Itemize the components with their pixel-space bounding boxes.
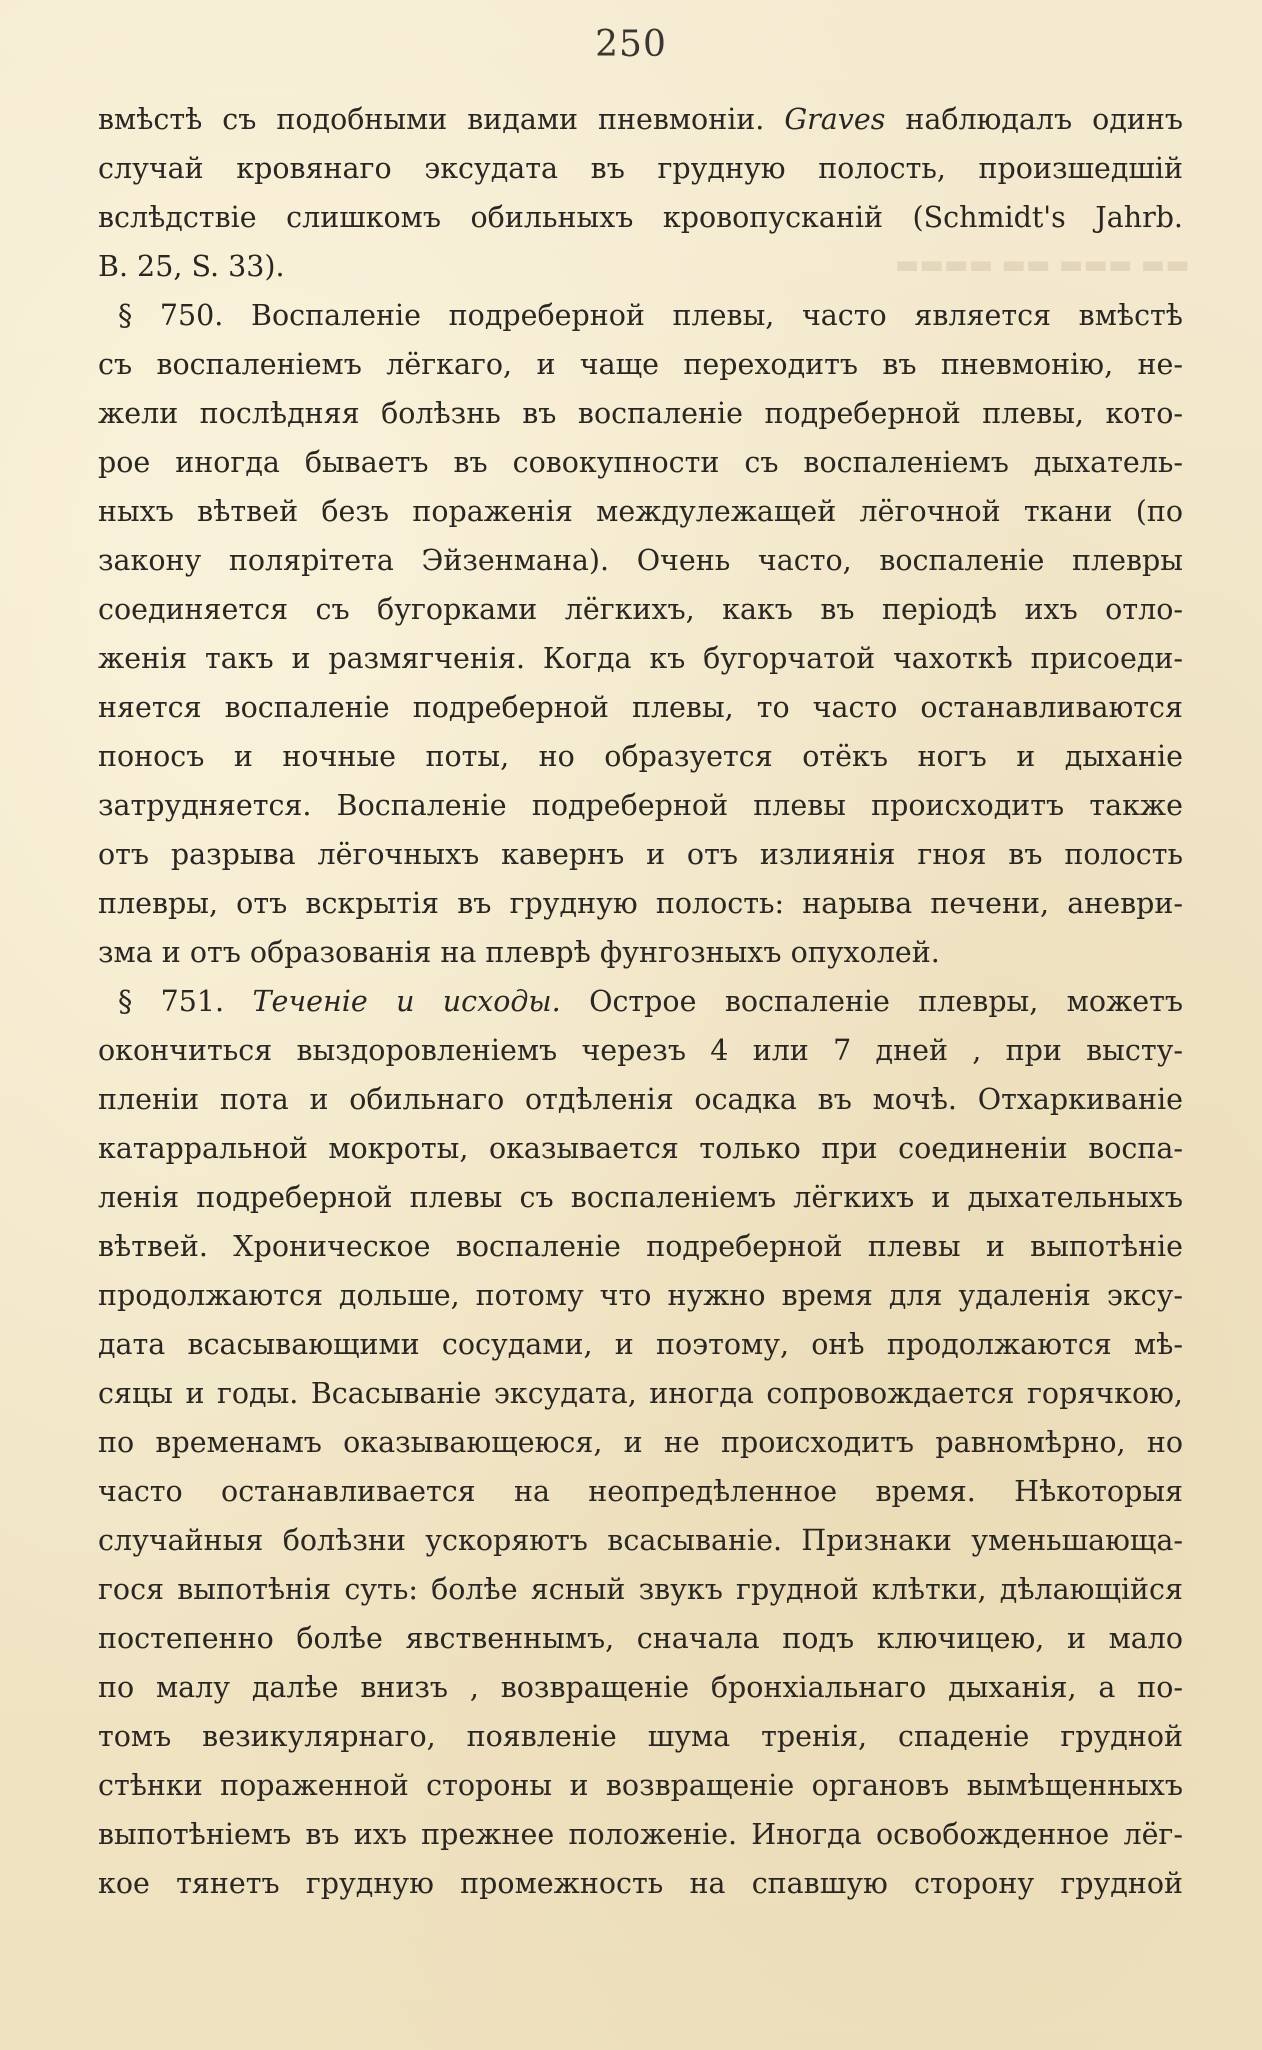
text-line: выпотѣніемъ въ ихъ прежнее положеніе. Иногда освобожденное лёг- xyxy=(98,1818,1183,1851)
text-line: по временамъ оказывающеюся, и не происходитъ равномѣрно, но xyxy=(98,1426,1183,1459)
text-line: продолжаются дольше, потому что нужно время для удаленія эксу- xyxy=(98,1279,1183,1312)
text-line: окончиться выздоровленіемъ черезъ 4 или 7 дней , при высту- xyxy=(98,1034,1183,1067)
text-line: поносъ и ночные поты, но образуется отёкъ ногъ и дыханіе xyxy=(98,740,1183,773)
text-line: затрудняется. Воспаленіе подреберной плевы происходитъ также xyxy=(98,789,1183,822)
text-line: § 751. Теченіе и исходы. Острое воспаленіе плевры, можетъ xyxy=(118,985,1183,1018)
text-line: часто останавливается на неопредѣленное время. Нѣкоторыя xyxy=(98,1475,1183,1508)
text-line: томъ везикулярнаго, появленіе шума тренія, спаденіе грудной xyxy=(98,1720,1183,1753)
text-line: вѣтвей. Хроническое воспаленіе подреберной плевы и выпотѣніе xyxy=(98,1230,1183,1263)
text-line: ныхъ вѣтвей безъ пораженія междулежащей лёгочной ткани (по xyxy=(98,495,1183,528)
text-line: гося выпотѣнія суть: болѣе ясный звукъ грудной клѣтки, дѣлающійся xyxy=(98,1573,1183,1606)
text-line: стѣнки пораженной стороны и возвращеніе органовъ вымѣщенныхъ xyxy=(98,1769,1183,1802)
text-line: случайныя болѣзни ускоряютъ всасываніе. Признаки уменьшающа- xyxy=(98,1524,1183,1557)
body-text xyxy=(98,95,1183,1908)
text-line: няется воспаленіе подреберной плевы, то часто останавливаются xyxy=(98,691,1183,724)
italic-phrase: Теченіе и исходы. xyxy=(252,985,561,1018)
page-number: 250 xyxy=(595,24,667,65)
text-line: жели послѣдняя болѣзнь въ воспаленіе подреберной плевы, кото- xyxy=(98,397,1183,430)
text-line: закону полярітета Эйзенмана). Очень часто, воспаленіе плевры xyxy=(98,544,1183,577)
text-line: рое иногда бываетъ въ совокупности съ воспаленіемъ дыхатель- xyxy=(98,446,1183,479)
text-line: катарральной мокроты, оказывается только при соединеніи воспа- xyxy=(98,1132,1183,1165)
text-line: женія такъ и размягченія. Когда къ бугорчатой чахоткѣ присоеди- xyxy=(98,642,1183,675)
text-line: постепенно болѣе явственнымъ, сначала подъ ключицею, и мало xyxy=(98,1622,1183,1655)
text-line: кое тянетъ грудную промежность на спавшую сторону грудной xyxy=(98,1867,1183,1900)
text-line: дата всасывающими сосудами, и поэтому, онѣ продолжаются мѣ- xyxy=(98,1328,1183,1361)
italic-phrase: Graves xyxy=(784,103,886,136)
text-line: зма и отъ образованія на плеврѣ фунгозныхъ опухолей. xyxy=(98,936,940,969)
text-line: плевры, отъ вскрытія въ грудную полость: нарыва печени, аневри- xyxy=(98,887,1183,920)
text-line: пленіи пота и обильнаго отдѣленія осадка въ мочѣ. Отхаркиваніе xyxy=(98,1083,1183,1116)
text-line: по малу далѣе внизъ , возвращеніе бронхіальнаго дыханія, а по- xyxy=(98,1671,1183,1704)
bleed-through-texture: ▬▬ ▬▬▬ ▬▬ ▬▬▬▬ xyxy=(894,250,1190,280)
text-line: § 750. Воспаленіе подреберной плевы, часто является вмѣстѣ xyxy=(118,299,1183,332)
text-line: отъ разрыва лёгочныхъ кавернъ и отъ излиянія гноя въ полость xyxy=(98,838,1183,871)
text-line: соединяется съ бугорками лёгкихъ, какъ въ періодѣ ихъ отло- xyxy=(98,593,1183,626)
text-line: сяцы и годы. Всасываніе эксудата, иногда сопровождается горячкою, xyxy=(98,1377,1183,1410)
text-line: вмѣстѣ съ подобными видами пневмоніи. Graves наблюдалъ одинъ xyxy=(98,103,1183,136)
text-line: вслѣдствіе слишкомъ обильныхъ кровопусканій (Schmidt's Jahrb. xyxy=(98,201,1183,234)
text-line: ленія подреберной плевы съ воспаленіемъ лёгкихъ и дыхательныхъ xyxy=(98,1181,1183,1214)
text-line: съ воспаленіемъ лёгкаго, и чаще переходитъ въ пневмонію, не- xyxy=(98,348,1183,381)
text-line: случай кровянаго эксудата въ грудную полость, произшедшій xyxy=(98,152,1183,185)
text-line: B. 25, S. 33). xyxy=(98,250,285,283)
